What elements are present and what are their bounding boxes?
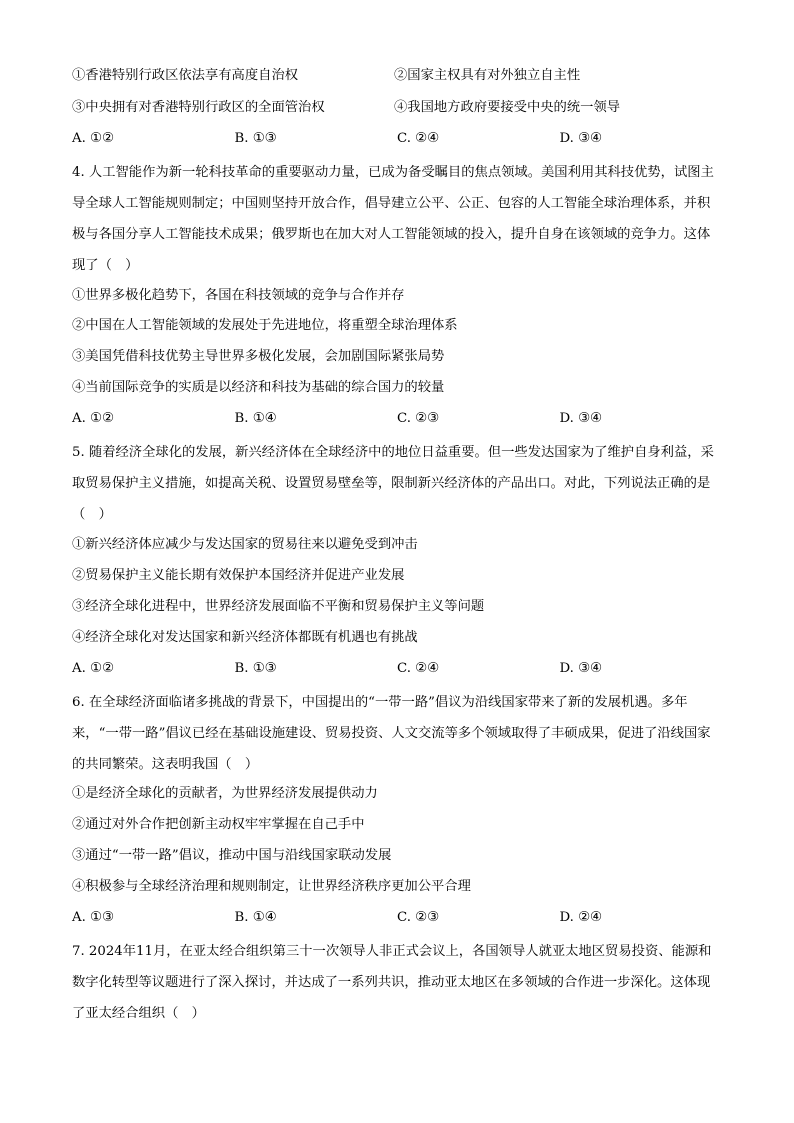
question-4-stem: 4. 人工智能作为新一轮科技革命的重要驱动力量，已成为备受瞩目的焦点领域。美国利用其科技优势，试图主导全球人工智能规则制定；中国则坚持开放合作，倡导建立公平、公正、包容的人工智能全球治理体系，并积极与各国分享人工智能技术成果；俄罗斯也在加大对人工智能领域的投入，提升自身在该领域的竞争力。这体现了（ ） — [72, 165, 714, 273]
question-6-stem: 6. 在全球经济面临诸多挑战的背景下，中国提出的“一带一路”倡议为沿线国家带来了新的发展机遇。多年来，“一带一路”倡议已经在基础设施建设、贸易投资、人文交流等多个领域取得了丰硕成果，促进了沿线国家的共同繁荣。这表明我国（ ） — [72, 695, 711, 772]
statement-row — [72, 98, 722, 118]
option-b[interactable]: B. ①③ — [234, 661, 277, 676]
question-7-stem: 7. 2024年11月，在亚太经合组织第三十一次领导人非正式会议上，各国领导人就亚太地区贸易投资、能源和数字化转型等议题进行了深入探讨，并达成了一系列共识，推动亚太地区在多领域的合作进一步深化。这体现了亚太经合组织（ ） — [72, 944, 712, 1021]
option-d[interactable]: D. ②④ — [559, 910, 602, 925]
statement: ④经济全球化对发达国家和新兴经济体都既有机遇也有挑战 — [72, 630, 418, 645]
option-c[interactable]: C. ②③ — [397, 411, 439, 426]
statement: ②贸易保护主义能长期有效保护本国经济并促进产业发展 — [72, 568, 405, 583]
option-c[interactable]: C. ②④ — [397, 131, 439, 146]
question-5-stem: 5. 随着经济全球化的发展，新兴经济体在全球经济中的地位日益重要。但一些发达国家为了维护自身利益，采取贸易保护主义措施，如提高关税、设置贸易壁垒等，限制新兴经济体的产品出口。对此，下列说法正确的是（ ） — [72, 445, 714, 522]
answer-options — [72, 409, 722, 429]
statement: ③通过“一带一路”倡议，推动中国与沿线国家联动发展 — [72, 848, 392, 863]
answer-options — [72, 659, 722, 679]
answer-options — [72, 129, 722, 149]
statement: ③中央拥有对香港特别行政区的全面管治权 — [72, 100, 325, 115]
option-a[interactable]: A. ①③ — [72, 910, 114, 925]
statement: ④当前国际竞争的实质是以经济和科技为基础的综合国力的较量 — [72, 380, 445, 395]
option-b[interactable]: B. ①③ — [234, 131, 277, 146]
statement: ①是经济全球化的贡献者，为世界经济发展提供动力 — [72, 786, 378, 801]
option-d[interactable]: D. ③④ — [559, 411, 602, 426]
option-a[interactable]: A. ①② — [72, 661, 114, 676]
option-d[interactable]: D. ③④ — [559, 131, 602, 146]
option-b[interactable]: B. ①④ — [234, 910, 277, 925]
statement: ②国家主权具有对外独立自主性 — [394, 68, 581, 83]
statement: ③美国凭借科技优势主导世界多极化发展，会加剧国际紧张局势 — [72, 349, 445, 364]
option-c[interactable]: C. ②③ — [397, 910, 439, 925]
statement: ②中国在人工智能领域的发展处于先进地位，将重塑全球治理体系 — [72, 318, 458, 333]
option-a[interactable]: A. ①② — [72, 411, 114, 426]
statement: ①世界多极化趋势下，各国在科技领域的竞争与合作并存 — [72, 288, 405, 303]
statement-row — [72, 66, 722, 86]
option-a[interactable]: A. ①② — [72, 131, 114, 146]
statement: ①香港特别行政区依法享有高度自治权 — [72, 68, 299, 83]
answer-options — [72, 908, 722, 928]
statement: ③经济全球化进程中，世界经济发展面临不平衡和贸易保护主义等问题 — [72, 599, 485, 614]
statement: ②通过对外合作把创新主动权牢牢掌握在自己手中 — [72, 817, 365, 832]
statement: ④积极参与全球经济治理和规则制定，让世界经济秩序更加公平合理 — [72, 879, 471, 894]
option-b[interactable]: B. ①④ — [234, 411, 277, 426]
statement: ①新兴经济体应减少与发达国家的贸易往来以避免受到冲击 — [72, 537, 418, 552]
option-c[interactable]: C. ②④ — [397, 661, 439, 676]
statement: ④我国地方政府要接受中央的统一领导 — [394, 100, 621, 115]
option-d[interactable]: D. ③④ — [559, 661, 602, 676]
